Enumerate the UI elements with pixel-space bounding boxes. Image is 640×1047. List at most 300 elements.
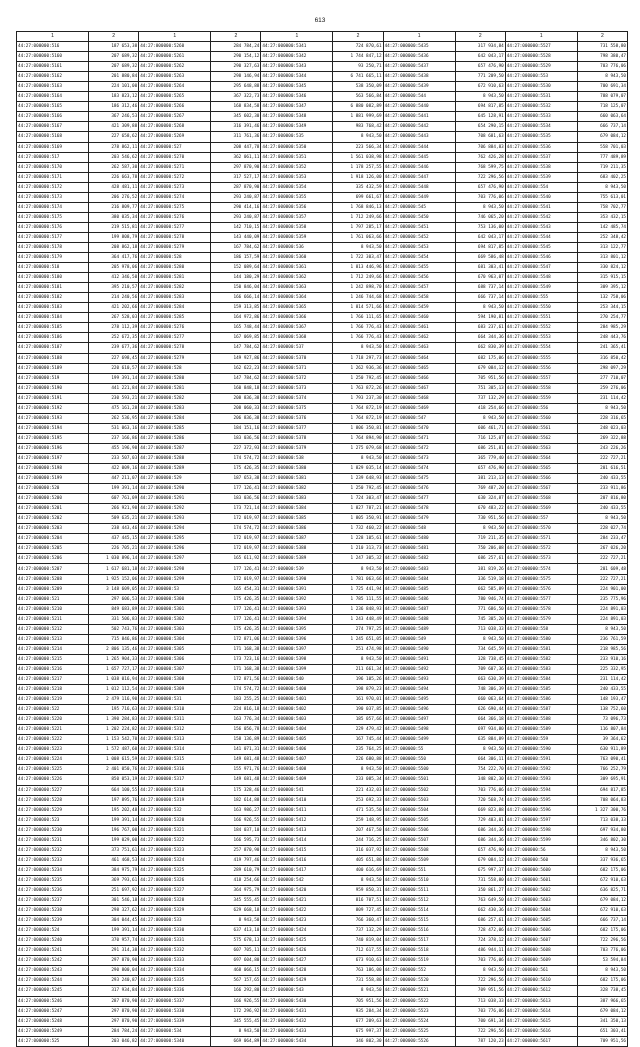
cadastral-value-cell: 205 978,06	[89, 263, 139, 273]
table-row	[17, 815, 628, 825]
cadastral-value-cell: 187 653,38	[211, 474, 261, 484]
cadastral-value-cell: 173 723,16	[211, 654, 261, 664]
cadastral-number-cell: 44:27:000000:5536	[505, 142, 577, 152]
cadastral-value-cell: 1 153 542,70	[89, 735, 139, 745]
cadastral-value-cell: 267 528,03	[89, 313, 139, 323]
cadastral-number-cell: 44:27:000000:5427	[261, 956, 333, 966]
table-row	[17, 52, 628, 62]
cadastral-value-cell: 1 250 792,45	[333, 484, 383, 494]
cadastral-value-cell: 703 776,06	[577, 62, 627, 72]
cadastral-value-cell: 441 221,84	[89, 383, 139, 393]
cadastral-number-cell: 44:27:000000:523	[17, 815, 89, 825]
cadastral-value-cell: 166 926,55	[211, 996, 261, 1006]
cadastral-number-cell: 44:27:000000:5607	[505, 936, 577, 946]
cadastral-number-cell: 44:27:000000:518	[17, 263, 89, 273]
cadastral-value-cell: 290 414,16	[211, 202, 261, 212]
cadastral-value-cell: 762 426,28	[455, 152, 505, 162]
cadastral-value-cell: 233 085,34	[333, 775, 383, 785]
cadastral-value-cell: 195 202,48	[89, 805, 139, 815]
cadastral-value-cell: 381 213,13	[455, 474, 505, 484]
cadastral-value-cell: 849 683,89	[89, 604, 139, 614]
cadastral-number-cell: 44:27:000000:5581	[505, 644, 577, 654]
cadastral-number-cell: 44:27:000000:5599	[505, 835, 577, 845]
cadastral-value-cell: 172 019,97	[211, 514, 261, 524]
cadastral-value-cell: 208 447,78	[211, 142, 261, 152]
cadastral-number-cell: 44:27:000000:5371	[261, 363, 333, 373]
cadastral-number-cell: 44:27:000000:5440	[383, 102, 455, 112]
cadastral-number-cell: 44:27:000000:5476	[383, 484, 455, 494]
cadastral-number-cell: 44:27:000000:5376	[261, 413, 333, 423]
cadastral-number-cell: 44:27:000000:5610	[505, 976, 577, 986]
column-header: 2	[577, 32, 627, 42]
table-row	[17, 242, 628, 252]
table-row	[17, 835, 628, 845]
cadastral-number-cell: 44:27:000000:5303	[139, 624, 211, 634]
cadastral-value-cell: 669 823,88	[455, 805, 505, 815]
cadastral-number-cell: 44:27:000000:5189	[17, 363, 89, 373]
table-row	[17, 172, 628, 182]
cadastral-value-cell: 675 997,37	[455, 865, 505, 875]
table-row	[17, 152, 628, 162]
cadastral-number-cell: 44:27:000000:5552	[505, 323, 577, 333]
cadastral-value-cell: 147 784,62	[211, 343, 261, 353]
table-row	[17, 504, 628, 514]
cadastral-value-cell: 228 027,74	[577, 524, 627, 534]
column-header: 1	[383, 32, 455, 42]
cadastral-value-cell: 719 211,35	[455, 534, 505, 544]
cadastral-number-cell: 44:27:000000:5313	[139, 735, 211, 745]
cadastral-number-cell: 44:27:000000:5444	[383, 142, 455, 152]
cadastral-number-cell: 44:27:000000:5384	[261, 504, 333, 514]
cadastral-number-cell: 44:27:000000:5441	[383, 112, 455, 122]
cadastral-value-cell: 1 245 651,05	[333, 634, 383, 644]
cadastral-value-cell: 1 829 035,14	[333, 464, 383, 474]
cadastral-value-cell: 190 037,85	[333, 705, 383, 715]
cadastral-number-cell: 44:27:000000:5342	[261, 52, 333, 62]
cadastral-number-cell: 44:27:000000:5519	[383, 956, 455, 966]
cadastral-number-cell: 44:27:000000:5179	[17, 253, 89, 263]
cadastral-number-cell: 44:27:000000:5383	[261, 494, 333, 504]
cadastral-number-cell: 44:27:000000:558	[505, 624, 577, 634]
cadastral-value-cell: 252 672,35	[89, 333, 139, 343]
cadastral-value-cell: 93 250,71	[333, 62, 383, 72]
table-row	[17, 393, 628, 403]
cadastral-value-cell: 177 126,41	[211, 614, 261, 624]
cadastral-number-cell: 44:27:000000:5171	[17, 172, 89, 182]
cadastral-number-cell: 44:27:000000:5301	[139, 604, 211, 614]
cadastral-value-cell: 148 193,47	[577, 695, 627, 705]
cadastral-value-cell: 8 943,50	[333, 875, 383, 885]
cadastral-value-cell: 362 061,11	[211, 152, 261, 162]
cadastral-value-cell: 731 558,80	[455, 875, 505, 885]
cadastral-value-cell: 642 043,17	[455, 52, 505, 62]
cadastral-number-cell: 44:27:000000:5437	[383, 62, 455, 72]
cadastral-value-cell: 737 132,29	[333, 926, 383, 936]
cadastral-number-cell: 44:27:000000:5507	[383, 835, 455, 845]
cadastral-number-cell: 44:27:000000:5285	[139, 423, 211, 433]
table-row	[17, 946, 628, 956]
cadastral-value-cell: 183 823,12	[89, 92, 139, 102]
cadastral-number-cell: 44:27:000000:55	[383, 745, 455, 755]
cadastral-value-cell: 1 766 111,65	[333, 313, 383, 323]
cadastral-value-cell: 167 784,62	[211, 242, 261, 252]
cadastral-value-cell: 253 344,15	[577, 303, 627, 313]
cadastral-number-cell: 44:27:000000:5219	[17, 695, 89, 705]
table-header-row	[17, 32, 628, 42]
cadastral-value-cell: 224 891,03	[577, 604, 627, 614]
cadastral-value-cell: 654 290,15	[455, 122, 505, 132]
cadastral-value-cell: 709 951,56	[577, 1036, 627, 1046]
cadastral-number-cell: 44:27:000000:5494	[383, 685, 455, 695]
cadastral-number-cell: 44:27:000000:524	[17, 926, 89, 936]
cadastral-number-cell: 44:27:000000:5287	[139, 443, 211, 453]
cadastral-value-cell: 412 346,50	[89, 273, 139, 283]
table-row	[17, 705, 628, 715]
table-row	[17, 423, 628, 433]
cadastral-number-cell: 44:27:000000:5459	[383, 303, 455, 313]
cadastral-value-cell: 421 309,88	[89, 122, 139, 132]
cadastral-value-cell: 558 701,03	[577, 142, 627, 152]
cadastral-number-cell: 44:27:000000:5247	[17, 1006, 89, 1016]
table-body	[17, 42, 628, 1047]
cadastral-value-cell: 161 970,01	[333, 695, 383, 705]
cadastral-value-cell: 699 661,67	[333, 192, 383, 202]
cadastral-value-cell: 2 479 116,90	[89, 695, 139, 705]
cadastral-value-cell: 1 761 063,66	[333, 232, 383, 242]
cadastral-number-cell: 44:27:000000:5450	[383, 212, 455, 222]
cadastral-number-cell: 44:27:000000:5486	[383, 594, 455, 604]
cadastral-value-cell: 763 649,50	[455, 896, 505, 906]
cadastral-value-cell: 712 617,55	[333, 946, 383, 956]
table-row	[17, 122, 628, 132]
cadastral-value-cell: 766 360,47	[333, 916, 383, 926]
cadastral-number-cell: 44:27:000000:5489	[383, 624, 455, 634]
cadastral-value-cell: 240 433,55	[577, 685, 627, 695]
cadastral-number-cell: 44:27:000000:5174	[17, 202, 89, 212]
cadastral-number-cell: 44:27:000000:5457	[383, 283, 455, 293]
cadastral-value-cell: 660 063,64	[455, 695, 505, 705]
cadastral-value-cell: 8 943,50	[455, 634, 505, 644]
table-row	[17, 765, 628, 775]
cadastral-value-cell: 682 175,06	[577, 926, 627, 936]
cadastral-value-cell: 274 797,25	[333, 624, 383, 634]
cadastral-number-cell: 44:27:000000:5263	[139, 72, 211, 82]
cadastral-number-cell: 44:27:000000:5280	[139, 263, 211, 273]
cadastral-value-cell: 651 303,41	[577, 1026, 627, 1036]
cadastral-value-cell: 278 112,39	[89, 323, 139, 333]
cadastral-number-cell: 44:27:000000:5603	[505, 896, 577, 906]
cadastral-value-cell: 400 616,69	[333, 865, 383, 875]
cadastral-value-cell: 317 527,17	[211, 172, 261, 182]
cadastral-value-cell: 1 030 896,14	[89, 554, 139, 564]
cadastral-number-cell: 44:27:000000:5474	[383, 464, 455, 474]
cadastral-number-cell: 44:27:000000:5182	[17, 293, 89, 303]
column-header: 2	[333, 32, 383, 42]
cadastral-number-cell: 44:27:000000:5223	[17, 745, 89, 755]
cadastral-value-cell: 8 943,50	[577, 845, 627, 855]
cadastral-number-cell: 44:27:000000:5191	[17, 393, 89, 403]
cadastral-number-cell: 44:27:000000:5408	[261, 765, 333, 775]
cadastral-number-cell: 44:27:000000:5327	[139, 885, 211, 895]
table-row	[17, 1016, 628, 1026]
table-row	[17, 443, 628, 453]
cadastral-number-cell: 44:27:000000:5175	[17, 212, 89, 222]
cadastral-value-cell: 1 781 063,66	[333, 574, 383, 584]
cadastral-number-cell: 44:27:000000:5460	[383, 313, 455, 323]
cadastral-number-cell: 44:27:000000:5245	[17, 986, 89, 996]
cadastral-number-cell: 44:27:000000:5395	[261, 624, 333, 634]
cadastral-value-cell: 353 432,15	[577, 212, 627, 222]
cadastral-number-cell: 44:27:000000:5398	[261, 654, 333, 664]
cadastral-number-cell: 44:27:000000:5415	[261, 845, 333, 855]
cadastral-value-cell: 201 609,48	[577, 564, 627, 574]
cadastral-number-cell: 44:27:000000:5586	[505, 695, 577, 705]
cadastral-value-cell: 461 468,53	[89, 855, 139, 865]
cadastral-value-cell: 635 884,89	[455, 735, 505, 745]
cadastral-number-cell: 44:27:000000:532	[139, 805, 211, 815]
cadastral-number-cell: 44:27:000000:5221	[17, 725, 89, 735]
cadastral-value-cell: 290 154,12	[211, 52, 261, 62]
cadastral-number-cell: 44:27:000000:5483	[383, 564, 455, 574]
cadastral-number-cell: 44:27:000000:5594	[505, 785, 577, 795]
cadastral-number-cell: 44:27:000000:5315	[139, 755, 211, 765]
cadastral-value-cell: 697 604,80	[211, 956, 261, 966]
cadastral-value-cell: 177 126,41	[211, 604, 261, 614]
table-row	[17, 855, 628, 865]
cadastral-value-cell: 1 712 249,66	[333, 273, 383, 283]
table-row	[17, 534, 628, 544]
cadastral-value-cell: 164 972,86	[211, 313, 261, 323]
cadastral-value-cell: 708 064,83	[577, 795, 627, 805]
cadastral-number-cell: 44:27:000000:5229	[17, 805, 89, 815]
cadastral-value-cell: 1 813 446,96	[333, 263, 383, 273]
cadastral-number-cell: 44:27:000000:555	[505, 293, 577, 303]
cadastral-value-cell: 367 246,53	[89, 112, 139, 122]
cadastral-number-cell: 44:27:000000:5544	[505, 232, 577, 242]
cadastral-number-cell: 44:27:000000:5462	[383, 333, 455, 343]
cadastral-value-cell: 237 166,86	[89, 433, 139, 443]
cadastral-number-cell: 44:27:000000:5502	[383, 785, 455, 795]
cadastral-value-cell: 1 805 350,91	[333, 514, 383, 524]
cadastral-number-cell: 44:27:000000:5412	[261, 815, 333, 825]
cadastral-number-cell: 44:27:000000:5339	[139, 1016, 211, 1026]
table-row	[17, 323, 628, 333]
cadastral-value-cell: 384 975,79	[89, 865, 139, 875]
cadastral-value-cell: 787 120,23	[455, 1036, 505, 1046]
cadastral-number-cell: 44:27:000000:5473	[383, 453, 455, 463]
cadastral-value-cell: 331 506,83	[89, 614, 139, 624]
cadastral-value-cell: 225 332,95	[577, 664, 627, 674]
cadastral-number-cell: 44:27:000000:56	[505, 845, 577, 855]
cadastral-value-cell: 297 870,90	[89, 1006, 139, 1016]
cadastral-number-cell: 44:27:000000:5183	[17, 303, 89, 313]
cadastral-value-cell: 291 314,38	[89, 946, 139, 956]
cadastral-number-cell: 44:27:000000:5280	[139, 373, 211, 383]
cadastral-value-cell: 728 472,06	[455, 926, 505, 936]
cadastral-number-cell: 44:27:000000:5288	[139, 453, 211, 463]
cadastral-value-cell: 304 044,45	[89, 916, 139, 926]
cadastral-number-cell: 44:27:000000:5501	[383, 775, 455, 785]
cadastral-value-cell: 199 029,00	[89, 835, 139, 845]
cadastral-number-cell: 44:27:000000:5595	[505, 795, 577, 805]
cadastral-number-cell: 44:27:000000:5166	[17, 112, 89, 122]
table-row	[17, 624, 628, 634]
cadastral-number-cell: 44:27:000000:5248	[17, 1016, 89, 1026]
cadastral-number-cell: 44:27:000000:5224	[17, 755, 89, 765]
cadastral-value-cell: 1 793 237,30	[333, 393, 383, 403]
cadastral-number-cell: 44:27:000000:5199	[17, 474, 89, 484]
cadastral-number-cell: 44:27:000000:5401	[261, 695, 333, 705]
cadastral-value-cell: 248 023,03	[577, 423, 627, 433]
cadastral-value-cell: 172 871,06	[211, 634, 261, 644]
cadastral-value-cell: 455 196,90	[89, 443, 139, 453]
cadastral-value-cell: 637 413,10	[211, 926, 261, 936]
cadastral-value-cell: 231 114,42	[577, 393, 627, 403]
cadastral-number-cell: 44:27:000000:5453	[383, 242, 455, 252]
cadastral-number-cell: 44:27:000000:5470	[383, 423, 455, 433]
cadastral-value-cell: 686 344,36	[455, 835, 505, 845]
cadastral-value-cell: 316 391,46	[211, 122, 261, 132]
cadastral-value-cell: 395 210,57	[89, 283, 139, 293]
cadastral-value-cell: 309 395,12	[577, 283, 627, 293]
cadastral-value-cell: 607 761,09	[89, 494, 139, 504]
cadastral-number-cell: 44:27:000000:5385	[261, 514, 333, 524]
cadastral-number-cell: 44:27:000000:5231	[17, 835, 89, 845]
cadastral-value-cell: 317 934,84	[455, 42, 505, 52]
cadastral-number-cell: 44:27:000000:5416	[261, 855, 333, 865]
cadastral-value-cell: 575 678,13	[211, 936, 261, 946]
cadastral-number-cell: 44:27:000000:5203	[17, 524, 89, 534]
cadastral-value-cell: 959 850,31	[333, 885, 383, 895]
cadastral-number-cell: 44:27:000000:5291	[139, 494, 211, 504]
cadastral-number-cell: 44:27:000000:5388	[261, 544, 333, 554]
cadastral-number-cell: 44:27:000000:545	[383, 202, 455, 212]
table-row	[17, 594, 628, 604]
cadastral-value-cell: 706 884,83	[455, 142, 505, 152]
cadastral-number-cell: 44:27:000000:5525	[383, 1026, 455, 1036]
cadastral-number-cell: 44:27:000000:5226	[17, 775, 89, 785]
cadastral-value-cell: 754 222,70	[455, 765, 505, 775]
cadastral-value-cell: 248 443,76	[577, 333, 627, 343]
cadastral-value-cell: 345 555,45	[211, 1016, 261, 1026]
table-row	[17, 885, 628, 895]
cadastral-number-cell: 44:27:000000:5397	[261, 644, 333, 654]
cadastral-value-cell: 269 322,88	[577, 433, 627, 443]
cadastral-value-cell: 509 635,21	[89, 514, 139, 524]
cadastral-value-cell: 1 242 898,70	[333, 283, 383, 293]
table-row	[17, 745, 628, 755]
cadastral-number-cell: 44:27:000000:5534	[505, 122, 577, 132]
cadastral-number-cell: 44:27:000000:5299	[139, 574, 211, 584]
cadastral-value-cell: 301 546,18	[89, 896, 139, 906]
cadastral-number-cell: 44:27:000000:5609	[505, 956, 577, 966]
cadastral-value-cell: 336 519,18	[455, 574, 505, 584]
cadastral-number-cell: 44:27:000000:5347	[261, 102, 333, 112]
table-row	[17, 805, 628, 815]
cadastral-value-cell: 705 951,56	[333, 996, 383, 1006]
cadastral-number-cell: 44:27:000000:5350	[261, 142, 333, 152]
cadastral-value-cell: 315 915,15	[577, 273, 627, 283]
cadastral-value-cell: 1 785 111,55	[333, 594, 383, 604]
cadastral-value-cell: 373 751,61	[89, 845, 139, 855]
cadastral-number-cell: 44:27:000000:5289	[139, 464, 211, 474]
cadastral-number-cell: 44:27:000000:5547	[505, 263, 577, 273]
cadastral-value-cell: 149 681,48	[211, 775, 261, 785]
cadastral-value-cell: 346 802,30	[577, 835, 627, 845]
cadastral-value-cell: 162 622,23	[211, 363, 261, 373]
cadastral-number-cell: 44:27:000000:5325	[139, 865, 211, 875]
column-header: 1	[505, 32, 577, 42]
cadastral-value-cell: 1 012 112,54	[89, 685, 139, 695]
cadastral-number-cell: 44:27:000000:5432	[261, 1016, 333, 1026]
cadastral-number-cell: 44:27:000000:5493	[383, 675, 455, 685]
cadastral-number-cell: 44:27:000000:5537	[505, 152, 577, 162]
cadastral-number-cell: 44:27:000000:5573	[505, 554, 577, 564]
cadastral-number-cell: 44:27:000000:5277	[139, 333, 211, 343]
cadastral-number-cell: 44:27:000000:5443	[383, 132, 455, 142]
cadastral-number-cell: 44:27:000000:529	[139, 474, 211, 484]
cadastral-number-cell: 44:27:000000:5180	[17, 273, 89, 283]
cadastral-number-cell: 44:27:000000:5326	[139, 875, 211, 885]
table-row	[17, 293, 628, 303]
cadastral-value-cell: 239 677,36	[89, 343, 139, 353]
cadastral-value-cell: 1 250 792,45	[333, 373, 383, 383]
cadastral-value-cell: 468 066,15	[211, 966, 261, 976]
cadastral-number-cell: 44:27:000000:5328	[139, 896, 211, 906]
cadastral-value-cell: 1 724 303,47	[333, 494, 383, 504]
cadastral-number-cell: 44:27:000000:5471	[383, 433, 455, 443]
cadastral-value-cell: 186 157,59	[211, 253, 261, 263]
cadastral-value-cell: 259 148,95	[333, 815, 383, 825]
cadastral-number-cell: 44:27:000000:5348	[261, 112, 333, 122]
cadastral-number-cell: 44:27:000000:5244	[17, 976, 89, 986]
cadastral-number-cell: 44:27:000000:5352	[261, 162, 333, 172]
cadastral-number-cell: 44:27:000000:5236	[17, 885, 89, 895]
cadastral-value-cell: 763 186,00	[333, 966, 383, 976]
cadastral-value-cell: 672 910,63	[455, 82, 505, 92]
cadastral-number-cell: 44:27:000000:541	[261, 785, 333, 795]
cadastral-number-cell: 44:27:000000:521	[17, 594, 89, 604]
cadastral-value-cell: 8 943,50	[577, 624, 627, 634]
cadastral-number-cell: 44:27:000000:5434	[261, 1036, 333, 1046]
table-row	[17, 333, 628, 343]
cadastral-value-cell: 143 440,09	[211, 232, 261, 242]
cadastral-value-cell: 703 776,06	[455, 785, 505, 795]
cadastral-value-cell: 722 296,56	[455, 172, 505, 182]
cadastral-number-cell: 44:27:000000:5340	[139, 1036, 211, 1046]
cadastral-number-cell: 44:27:000000:5202	[17, 514, 89, 524]
cadastral-number-cell: 44:27:000000:5580	[505, 634, 577, 644]
cadastral-value-cell: 298 327,62	[89, 906, 139, 916]
cadastral-number-cell: 44:27:000000:5591	[505, 755, 577, 765]
cadastral-number-cell: 44:27:000000:5558	[505, 383, 577, 393]
cadastral-number-cell: 44:27:000000:5284	[139, 303, 211, 313]
cadastral-value-cell: 208 862,18	[89, 242, 139, 252]
cadastral-value-cell: 183 036,56	[211, 494, 261, 504]
cadastral-number-cell: 44:27:000000:5230	[17, 825, 89, 835]
cadastral-number-cell: 44:27:000000:5425	[261, 936, 333, 946]
cadastral-value-cell: 672 910,63	[577, 875, 627, 885]
cadastral-number-cell: 44:27:000000:559	[505, 735, 577, 745]
cadastral-value-cell: 243 226,26	[577, 443, 627, 453]
cadastral-number-cell: 44:27:000000:5491	[383, 654, 455, 664]
cadastral-number-cell: 44:27:000000:5329	[139, 906, 211, 916]
cadastral-value-cell: 719 211,35	[577, 162, 627, 172]
cadastral-value-cell: 1 766 776,43	[333, 323, 383, 333]
cadastral-value-cell: 172 871,56	[211, 675, 261, 685]
cadastral-number-cell: 44:27:000000:5176	[17, 222, 89, 232]
cadastral-value-cell: 8 943,50	[455, 413, 505, 423]
